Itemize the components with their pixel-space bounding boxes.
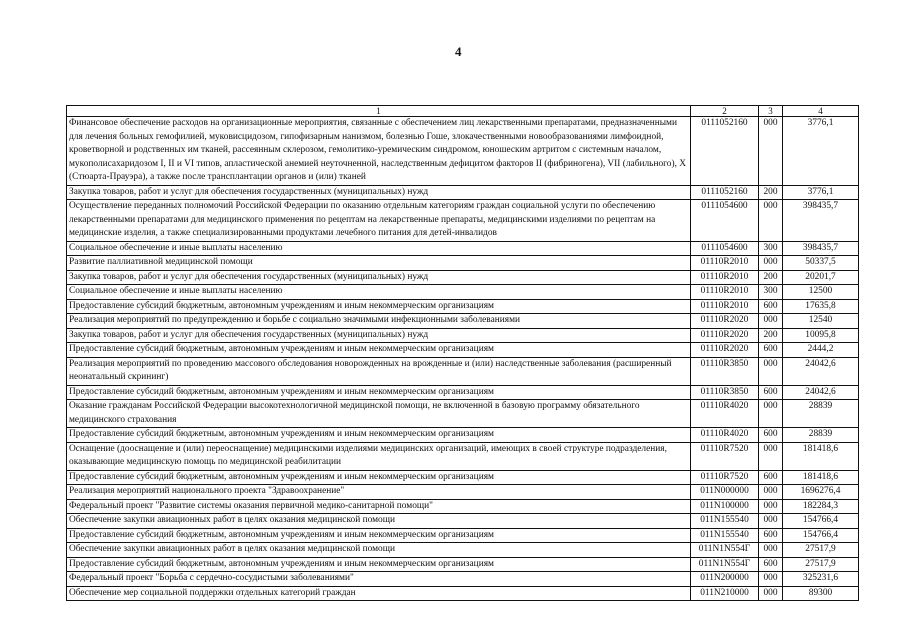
row-type-cell: 600 xyxy=(759,557,783,572)
row-sum-cell: 20201,7 xyxy=(783,270,859,285)
row-sum-cell: 2444,2 xyxy=(783,343,859,358)
row-sum-cell: 182284,3 xyxy=(783,499,859,514)
row-code-cell: 01110R2020 xyxy=(691,314,759,329)
row-type-cell: 600 xyxy=(759,528,783,543)
row-name-cell: Развитие паллиативной медицинской помощи xyxy=(67,256,691,271)
row-name-cell: Обеспечение закупки авиационных работ в целях оказания медицинской помощи xyxy=(67,543,691,558)
row-type-cell: 000 xyxy=(759,586,783,601)
table-row xyxy=(67,117,859,186)
table-row xyxy=(67,586,859,601)
table-row xyxy=(67,400,859,428)
row-code-cell: 011N155540 xyxy=(691,514,759,529)
table-row xyxy=(67,357,859,385)
table-row xyxy=(67,442,859,470)
row-sum-cell: 3776,1 xyxy=(783,185,859,200)
row-type-cell: 000 xyxy=(759,400,783,428)
row-sum-cell: 28839 xyxy=(783,428,859,443)
row-name-cell: Реализация мероприятий национального проекта "Здравоохранение" xyxy=(67,485,691,500)
row-sum-cell: 28839 xyxy=(783,400,859,428)
table-row xyxy=(67,385,859,400)
table-row xyxy=(67,328,859,343)
row-name-cell: Социальное обеспечение и иные выплаты населению xyxy=(67,241,691,256)
row-sum-cell: 1696276,4 xyxy=(783,485,859,500)
row-code-cell: 01110R2020 xyxy=(691,343,759,358)
row-name-cell: Предоставление субсидий бюджетным, автономным учреждениям и иным некоммерческим организациям xyxy=(67,385,691,400)
row-code-cell: 0111054600 xyxy=(691,241,759,256)
table-row xyxy=(67,185,859,200)
row-type-cell: 000 xyxy=(759,485,783,500)
row-sum-cell: 89300 xyxy=(783,586,859,601)
row-name-cell: Реализация мероприятий по проведению массового обследования новорожденных на врожденные и (или) наследственные заболевания (расширенный неонатальный скрининг) xyxy=(67,357,691,385)
row-code-cell: 0111052160 xyxy=(691,185,759,200)
row-name-cell: Предоставление субсидий бюджетным, автономным учреждениям и иным некоммерческим организациям xyxy=(67,299,691,314)
table-row xyxy=(67,470,859,485)
row-name-cell: Закупка товаров, работ и услуг для обеспечения государственных (муниципальных) нужд xyxy=(67,270,691,285)
table-row xyxy=(67,200,859,242)
row-name-cell: Предоставление субсидий бюджетным, автономным учреждениям и иным некоммерческим организациям xyxy=(67,557,691,572)
row-sum-cell: 27517,9 xyxy=(783,543,859,558)
row-type-cell: 600 xyxy=(759,385,783,400)
row-code-cell: 01110R4020 xyxy=(691,428,759,443)
row-type-cell: 000 xyxy=(759,572,783,587)
row-sum-cell: 181418,6 xyxy=(783,442,859,470)
row-code-cell: 01110R7520 xyxy=(691,442,759,470)
row-code-cell: 011N000000 xyxy=(691,485,759,500)
table-row xyxy=(67,343,859,358)
row-type-cell: 200 xyxy=(759,328,783,343)
row-code-cell: 01110R2020 xyxy=(691,328,759,343)
row-type-cell: 000 xyxy=(759,499,783,514)
row-code-cell: 01110R2010 xyxy=(691,256,759,271)
row-code-cell: 01110R2010 xyxy=(691,270,759,285)
table-row xyxy=(67,499,859,514)
row-code-cell: 011N100000 xyxy=(691,499,759,514)
row-sum-cell: 3776,1 xyxy=(783,117,859,186)
row-code-cell: 011N1N554Г xyxy=(691,557,759,572)
row-type-cell: 600 xyxy=(759,428,783,443)
row-name-cell: Закупка товаров, работ и услуг для обеспечения государственных (муниципальных) нужд xyxy=(67,328,691,343)
row-type-cell: 000 xyxy=(759,117,783,186)
table-row xyxy=(67,299,859,314)
row-name-cell: Предоставление субсидий бюджетным, автономным учреждениям и иным некоммерческим организациям xyxy=(67,528,691,543)
row-code-cell: 01110R4020 xyxy=(691,400,759,428)
row-code-cell: 0111054600 xyxy=(691,200,759,242)
row-name-cell: Предоставление субсидий бюджетным, автономным учреждениям и иным некоммерческим организациям xyxy=(67,343,691,358)
row-code-cell: 01110R7520 xyxy=(691,470,759,485)
row-sum-cell: 325231,6 xyxy=(783,572,859,587)
column-header-4: 4 xyxy=(783,106,859,117)
column-header-3: 3 xyxy=(759,106,783,117)
row-name-cell: Оказание гражданам Российской Федерации высокотехнологичной медицинской помощи, не включенной в базовую программу обязательного медицинского страхования xyxy=(67,400,691,428)
row-code-cell: 011N155540 xyxy=(691,528,759,543)
row-type-cell: 000 xyxy=(759,314,783,329)
column-header-2: 2 xyxy=(691,106,759,117)
table-row xyxy=(67,557,859,572)
row-type-cell: 000 xyxy=(759,442,783,470)
row-name-cell: Финансовое обеспечение расходов на организационные мероприятия, связанные с обеспечением лиц лекарственными препаратами, предназначенными для лечения больных гемофилией, муковисцидозом, гипофизарным нанизмом, болезнью Гоше, злокачественными новообразованиями лимфоидной, кроветворной и родственных им тканей, рассеянным склерозом, гемолитико-уремическим синдромом, юношеским артритом с системным началом, мукополисахаридозом I, II и VI типов, апластической анемией неуточненной, наследственным дефицитом факторов II (фибриногена), VII (лабильного), X (Стюарта-Прауэра), а также после трансплантации органов и (или) тканей xyxy=(67,117,691,186)
table-row xyxy=(67,543,859,558)
row-name-cell: Обеспечение закупки авиационных работ в целях оказания медицинской помощи xyxy=(67,514,691,529)
row-sum-cell: 398435,7 xyxy=(783,241,859,256)
row-name-cell: Федеральный проект "Борьба с сердечно-сосудистыми заболеваниями" xyxy=(67,572,691,587)
row-type-cell: 000 xyxy=(759,543,783,558)
row-sum-cell: 27517,9 xyxy=(783,557,859,572)
row-name-cell: Предоставление субсидий бюджетным, автономным учреждениям и иным некоммерческим организациям xyxy=(67,470,691,485)
table-row xyxy=(67,314,859,329)
row-sum-cell: 154766,4 xyxy=(783,528,859,543)
row-type-cell: 300 xyxy=(759,285,783,300)
row-type-cell: 000 xyxy=(759,200,783,242)
row-name-cell: Закупка товаров, работ и услуг для обеспечения государственных (муниципальных) нужд xyxy=(67,185,691,200)
row-code-cell: 01110R3850 xyxy=(691,357,759,385)
row-name-cell: Социальное обеспечение и иные выплаты населению xyxy=(67,285,691,300)
row-type-cell: 200 xyxy=(759,185,783,200)
table-row xyxy=(67,485,859,500)
row-sum-cell: 12500 xyxy=(783,285,859,300)
row-type-cell: 200 xyxy=(759,270,783,285)
table-header-row xyxy=(67,106,859,117)
table-row xyxy=(67,428,859,443)
row-name-cell: Федеральный проект "Развитие системы оказания первичной медико-санитарной помощи" xyxy=(67,499,691,514)
row-type-cell: 000 xyxy=(759,357,783,385)
row-name-cell: Осуществление переданных полномочий Российской Федерации по оказанию отдельным категориям граждан социальной услуги по обеспечению лекарственными препаратами для медицинского применения по рецептам на лекарственные препараты, медицинскими изделиями по рецептам на медицинские изделия, а также специализированными продуктами лечебного питания для детей-инвалидов xyxy=(67,200,691,242)
row-sum-cell: 10095,8 xyxy=(783,328,859,343)
table-row xyxy=(67,572,859,587)
row-code-cell: 01110R2010 xyxy=(691,285,759,300)
table-row xyxy=(67,285,859,300)
row-code-cell: 01110R3850 xyxy=(691,385,759,400)
row-name-cell: Оснащение (дооснащение и (или) переоснащение) медицинскими изделиями медицинских организаций, имеющих в своей структуре подразделения, оказывающие медицинскую помощь по медицинской реабилитации xyxy=(67,442,691,470)
row-sum-cell: 24042,6 xyxy=(783,385,859,400)
row-code-cell: 011N210000 xyxy=(691,586,759,601)
row-code-cell: 0111052160 xyxy=(691,117,759,186)
row-sum-cell: 12540 xyxy=(783,314,859,329)
row-sum-cell: 50337,5 xyxy=(783,256,859,271)
row-type-cell: 600 xyxy=(759,343,783,358)
row-sum-cell: 154766,4 xyxy=(783,514,859,529)
row-type-cell: 600 xyxy=(759,299,783,314)
row-type-cell: 000 xyxy=(759,256,783,271)
row-type-cell: 600 xyxy=(759,470,783,485)
row-sum-cell: 17635,8 xyxy=(783,299,859,314)
row-code-cell: 011N200000 xyxy=(691,572,759,587)
row-code-cell: 011N1N554Г xyxy=(691,543,759,558)
column-header-1: 1 xyxy=(67,106,691,117)
row-type-cell: 300 xyxy=(759,241,783,256)
table-row xyxy=(67,270,859,285)
table-row xyxy=(67,528,859,543)
row-sum-cell: 24042,6 xyxy=(783,357,859,385)
row-name-cell: Реализация мероприятий по предупреждению и борьбе с социально значимыми инфекционными заболеваниями xyxy=(67,314,691,329)
table-row xyxy=(67,241,859,256)
row-sum-cell: 398435,7 xyxy=(783,200,859,242)
row-name-cell: Обеспечение мер социальной поддержки отдельных категорий граждан xyxy=(67,586,691,601)
row-code-cell: 01110R2010 xyxy=(691,299,759,314)
row-sum-cell: 181418,6 xyxy=(783,470,859,485)
budget-table xyxy=(66,105,859,601)
page-number: 4 xyxy=(455,44,462,59)
table-row xyxy=(67,514,859,529)
row-name-cell: Предоставление субсидий бюджетным, автономным учреждениям и иным некоммерческим организациям xyxy=(67,428,691,443)
table-row xyxy=(67,256,859,271)
row-type-cell: 000 xyxy=(759,514,783,529)
